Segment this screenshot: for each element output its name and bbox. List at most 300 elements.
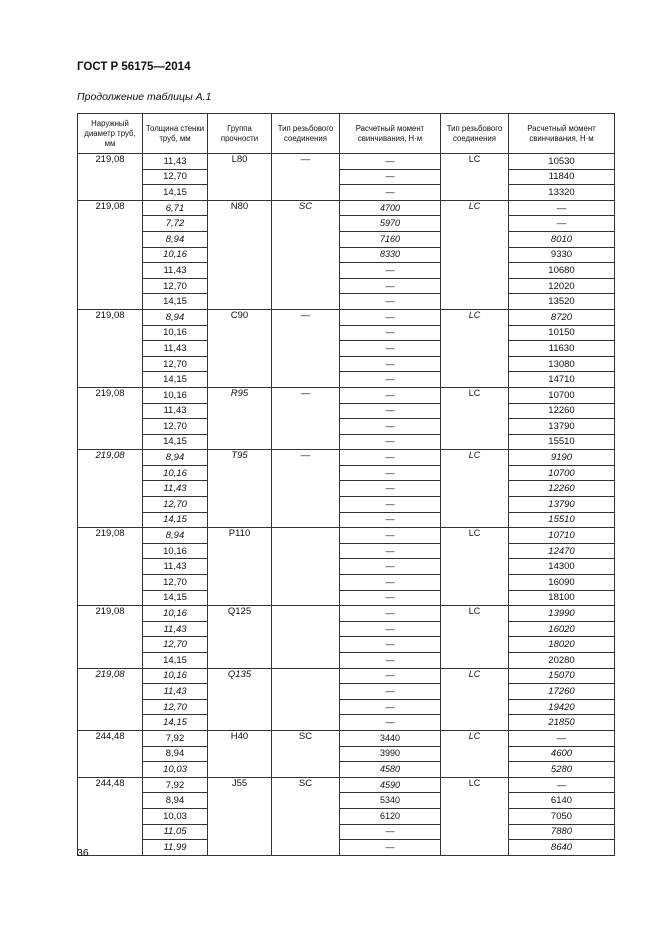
- cell-connection-type-2: [441, 247, 509, 263]
- cell-makeup-torque-1: —: [340, 715, 441, 731]
- cell-connection-type-2: [441, 808, 509, 824]
- cell-makeup-torque-2: 17260: [509, 684, 615, 700]
- cell-wall-thickness: 10,16: [143, 247, 208, 263]
- cell-strength-grade: [208, 263, 272, 279]
- cell-outer-diameter: [78, 559, 143, 575]
- cell-makeup-torque-1: —: [340, 294, 441, 310]
- cell-outer-diameter: 219,08: [78, 528, 143, 544]
- cell-makeup-torque-2: 12470: [509, 543, 615, 559]
- cell-connection-type-1: SC: [272, 777, 340, 793]
- cell-makeup-torque-1: —: [340, 403, 441, 419]
- cell-makeup-torque-2: 9330: [509, 247, 615, 263]
- cell-connection-type-2: [441, 169, 509, 185]
- cell-connection-type-2: [441, 185, 509, 201]
- cell-strength-grade: [208, 621, 272, 637]
- cell-connection-type-1: [272, 543, 340, 559]
- cell-makeup-torque-2: 8720: [509, 309, 615, 325]
- cell-makeup-torque-2: 12260: [509, 481, 615, 497]
- cell-makeup-torque-1: —: [340, 637, 441, 653]
- cell-makeup-torque-1: 4590: [340, 777, 441, 793]
- cell-connection-type-1: [272, 808, 340, 824]
- cell-wall-thickness: 11,43: [143, 481, 208, 497]
- table-row: [78, 263, 615, 279]
- cell-makeup-torque-2: 11630: [509, 341, 615, 357]
- cell-outer-diameter: 244,48: [78, 777, 143, 793]
- cell-makeup-torque-1: —: [340, 840, 441, 856]
- table-row: [78, 231, 615, 247]
- cell-makeup-torque-2: 8010: [509, 231, 615, 247]
- cell-connection-type-2: LC: [441, 387, 509, 403]
- cell-makeup-torque-1: 7160: [340, 231, 441, 247]
- cell-strength-grade: N80: [208, 200, 272, 216]
- table-row: [78, 543, 615, 559]
- table-row: [78, 309, 615, 325]
- cell-connection-type-2: [441, 481, 509, 497]
- cell-makeup-torque-2: 13790: [509, 419, 615, 435]
- cell-makeup-torque-2: 13080: [509, 356, 615, 372]
- torque-table: [77, 113, 615, 856]
- cell-connection-type-2: [441, 263, 509, 279]
- cell-makeup-torque-2: 4600: [509, 746, 615, 762]
- cell-wall-thickness: 7,92: [143, 777, 208, 793]
- table-caption: Продолжение таблицы А.1: [77, 91, 212, 103]
- cell-wall-thickness: 6,71: [143, 200, 208, 216]
- table-row: [78, 808, 615, 824]
- cell-outer-diameter: 219,08: [78, 387, 143, 403]
- cell-wall-thickness: 12,70: [143, 699, 208, 715]
- cell-connection-type-2: [441, 325, 509, 341]
- table-row: [78, 730, 615, 746]
- cell-wall-thickness: 8,94: [143, 231, 208, 247]
- cell-makeup-torque-2: —: [509, 216, 615, 232]
- cell-outer-diameter: 219,08: [78, 154, 143, 170]
- cell-connection-type-2: [441, 419, 509, 435]
- cell-connection-type-1: [272, 216, 340, 232]
- cell-makeup-torque-1: —: [340, 497, 441, 513]
- cell-strength-grade: J55: [208, 777, 272, 793]
- cell-outer-diameter: 219,08: [78, 606, 143, 622]
- cell-makeup-torque-1: —: [340, 653, 441, 669]
- cell-makeup-torque-2: 21850: [509, 715, 615, 731]
- cell-wall-thickness: 11,99: [143, 840, 208, 856]
- cell-wall-thickness: 10,16: [143, 465, 208, 481]
- table-row: [78, 559, 615, 575]
- cell-makeup-torque-1: 6120: [340, 808, 441, 824]
- cell-makeup-torque-1: —: [340, 621, 441, 637]
- cell-makeup-torque-1: —: [340, 341, 441, 357]
- cell-outer-diameter: [78, 637, 143, 653]
- table-row: [78, 200, 615, 216]
- cell-connection-type-2: LC: [441, 154, 509, 170]
- cell-wall-thickness: 11,43: [143, 403, 208, 419]
- cell-makeup-torque-2: —: [509, 730, 615, 746]
- cell-strength-grade: [208, 372, 272, 388]
- cell-connection-type-1: [272, 434, 340, 450]
- cell-connection-type-2: LC: [441, 450, 509, 466]
- cell-outer-diameter: 244,48: [78, 730, 143, 746]
- cell-wall-thickness: 14,15: [143, 512, 208, 528]
- cell-connection-type-1: [272, 341, 340, 357]
- cell-makeup-torque-1: —: [340, 575, 441, 591]
- cell-strength-grade: [208, 231, 272, 247]
- cell-makeup-torque-2: —: [509, 777, 615, 793]
- cell-makeup-torque-1: —: [340, 606, 441, 622]
- cell-connection-type-2: [441, 403, 509, 419]
- cell-makeup-torque-1: —: [340, 372, 441, 388]
- cell-makeup-torque-1: —: [340, 309, 441, 325]
- cell-makeup-torque-2: 15510: [509, 512, 615, 528]
- cell-wall-thickness: 8,94: [143, 309, 208, 325]
- cell-strength-grade: [208, 575, 272, 591]
- cell-outer-diameter: [78, 746, 143, 762]
- cell-connection-type-2: [441, 231, 509, 247]
- cell-strength-grade: Q125: [208, 606, 272, 622]
- cell-connection-type-1: [272, 278, 340, 294]
- table-row: [78, 216, 615, 232]
- cell-outer-diameter: [78, 684, 143, 700]
- cell-outer-diameter: [78, 465, 143, 481]
- header-connection-type-2: Тип резьбового соединения: [441, 114, 509, 154]
- cell-connection-type-1: [272, 793, 340, 809]
- cell-makeup-torque-1: —: [340, 325, 441, 341]
- cell-connection-type-1: [272, 465, 340, 481]
- cell-makeup-torque-1: —: [340, 419, 441, 435]
- cell-connection-type-1: [272, 840, 340, 856]
- cell-makeup-torque-2: 20280: [509, 653, 615, 669]
- cell-makeup-torque-2: 16090: [509, 575, 615, 591]
- cell-wall-thickness: 8,94: [143, 528, 208, 544]
- cell-makeup-torque-1: —: [340, 699, 441, 715]
- cell-makeup-torque-1: 3440: [340, 730, 441, 746]
- cell-connection-type-1: [272, 512, 340, 528]
- cell-strength-grade: [208, 497, 272, 513]
- cell-strength-grade: [208, 840, 272, 856]
- cell-outer-diameter: [78, 653, 143, 669]
- cell-strength-grade: [208, 294, 272, 310]
- cell-makeup-torque-1: —: [340, 512, 441, 528]
- cell-outer-diameter: [78, 621, 143, 637]
- cell-connection-type-1: [272, 247, 340, 263]
- cell-makeup-torque-2: 13990: [509, 606, 615, 622]
- cell-outer-diameter: 219,08: [78, 200, 143, 216]
- header-wall-thickness: Толщина стенки труб, мм: [143, 114, 208, 154]
- table-row: [78, 590, 615, 606]
- cell-wall-thickness: 12,70: [143, 575, 208, 591]
- cell-connection-type-1: [272, 746, 340, 762]
- table-row: [78, 653, 615, 669]
- table-row: [78, 575, 615, 591]
- cell-wall-thickness: 7,72: [143, 216, 208, 232]
- table-row: [78, 793, 615, 809]
- cell-makeup-torque-2: 15070: [509, 668, 615, 684]
- cell-wall-thickness: 11,43: [143, 559, 208, 575]
- cell-makeup-torque-1: —: [340, 434, 441, 450]
- cell-strength-grade: [208, 341, 272, 357]
- cell-connection-type-2: LC: [441, 200, 509, 216]
- table-row: [78, 154, 615, 170]
- table-row: [78, 465, 615, 481]
- cell-outer-diameter: [78, 341, 143, 357]
- cell-connection-type-1: [272, 481, 340, 497]
- cell-wall-thickness: 14,15: [143, 185, 208, 201]
- cell-connection-type-2: [441, 278, 509, 294]
- cell-connection-type-1: [272, 372, 340, 388]
- cell-strength-grade: [208, 543, 272, 559]
- cell-connection-type-1: [272, 263, 340, 279]
- cell-wall-thickness: 14,15: [143, 294, 208, 310]
- cell-strength-grade: [208, 590, 272, 606]
- cell-wall-thickness: 11,05: [143, 824, 208, 840]
- cell-outer-diameter: [78, 356, 143, 372]
- cell-makeup-torque-2: 16020: [509, 621, 615, 637]
- cell-connection-type-2: [441, 637, 509, 653]
- cell-strength-grade: R95: [208, 387, 272, 403]
- cell-makeup-torque-2: 9190: [509, 450, 615, 466]
- cell-connection-type-2: LC: [441, 668, 509, 684]
- cell-makeup-torque-2: 12020: [509, 278, 615, 294]
- cell-outer-diameter: [78, 372, 143, 388]
- cell-outer-diameter: [78, 543, 143, 559]
- cell-makeup-torque-2: 18020: [509, 637, 615, 653]
- cell-connection-type-1: [272, 824, 340, 840]
- cell-makeup-torque-2: 7880: [509, 824, 615, 840]
- table-row: [78, 450, 615, 466]
- cell-strength-grade: [208, 653, 272, 669]
- cell-strength-grade: T95: [208, 450, 272, 466]
- cell-makeup-torque-1: —: [340, 590, 441, 606]
- cell-connection-type-1: [272, 653, 340, 669]
- cell-strength-grade: [208, 824, 272, 840]
- cell-makeup-torque-1: —: [340, 154, 441, 170]
- cell-wall-thickness: 7,92: [143, 730, 208, 746]
- cell-strength-grade: [208, 278, 272, 294]
- cell-connection-type-1: [272, 637, 340, 653]
- table-header-row: [78, 114, 615, 154]
- cell-connection-type-2: [441, 621, 509, 637]
- cell-connection-type-2: [441, 341, 509, 357]
- cell-wall-thickness: 14,15: [143, 372, 208, 388]
- table-row: [78, 419, 615, 435]
- cell-connection-type-2: [441, 465, 509, 481]
- cell-strength-grade: [208, 216, 272, 232]
- cell-connection-type-1: [272, 715, 340, 731]
- table-row: [78, 637, 615, 653]
- cell-strength-grade: [208, 512, 272, 528]
- cell-wall-thickness: 10,16: [143, 387, 208, 403]
- cell-wall-thickness: 14,15: [143, 715, 208, 731]
- cell-makeup-torque-2: 6140: [509, 793, 615, 809]
- cell-connection-type-2: [441, 543, 509, 559]
- cell-strength-grade: [208, 434, 272, 450]
- cell-connection-type-2: [441, 434, 509, 450]
- cell-makeup-torque-1: —: [340, 169, 441, 185]
- cell-outer-diameter: [78, 497, 143, 513]
- cell-makeup-torque-2: 13320: [509, 185, 615, 201]
- cell-connection-type-2: LC: [441, 777, 509, 793]
- cell-wall-thickness: 14,15: [143, 590, 208, 606]
- cell-wall-thickness: 10,16: [143, 668, 208, 684]
- cell-connection-type-1: [272, 762, 340, 778]
- cell-wall-thickness: 11,43: [143, 154, 208, 170]
- cell-wall-thickness: 11,43: [143, 341, 208, 357]
- cell-connection-type-2: LC: [441, 730, 509, 746]
- table-row: [78, 247, 615, 263]
- cell-connection-type-2: [441, 762, 509, 778]
- cell-strength-grade: [208, 465, 272, 481]
- cell-outer-diameter: [78, 231, 143, 247]
- cell-outer-diameter: 219,08: [78, 309, 143, 325]
- cell-outer-diameter: [78, 824, 143, 840]
- cell-makeup-torque-1: —: [340, 668, 441, 684]
- cell-makeup-torque-1: —: [340, 481, 441, 497]
- table-row: [78, 528, 615, 544]
- cell-wall-thickness: 10,16: [143, 543, 208, 559]
- cell-connection-type-2: LC: [441, 309, 509, 325]
- header-outer-diameter: Наружный диаметр труб, мм: [78, 114, 143, 154]
- cell-connection-type-2: [441, 684, 509, 700]
- cell-outer-diameter: [78, 294, 143, 310]
- cell-connection-type-2: [441, 512, 509, 528]
- cell-makeup-torque-1: 5970: [340, 216, 441, 232]
- cell-connection-type-1: [272, 528, 340, 544]
- cell-makeup-torque-2: 12260: [509, 403, 615, 419]
- table-row: [78, 372, 615, 388]
- cell-connection-type-1: [272, 559, 340, 575]
- cell-connection-type-2: [441, 653, 509, 669]
- cell-makeup-torque-2: 10530: [509, 154, 615, 170]
- cell-connection-type-2: [441, 575, 509, 591]
- cell-connection-type-1: [272, 668, 340, 684]
- cell-connection-type-1: —: [272, 309, 340, 325]
- cell-makeup-torque-2: 19420: [509, 699, 615, 715]
- cell-connection-type-2: [441, 372, 509, 388]
- table-row: [78, 294, 615, 310]
- cell-outer-diameter: [78, 247, 143, 263]
- cell-makeup-torque-2: 11840: [509, 169, 615, 185]
- cell-strength-grade: [208, 325, 272, 341]
- header-strength-grade: Группа прочности: [208, 114, 272, 154]
- table-row: [78, 403, 615, 419]
- cell-strength-grade: [208, 559, 272, 575]
- cell-outer-diameter: [78, 715, 143, 731]
- cell-makeup-torque-2: 8640: [509, 840, 615, 856]
- cell-outer-diameter: [78, 419, 143, 435]
- cell-connection-type-2: [441, 793, 509, 809]
- cell-wall-thickness: 12,70: [143, 497, 208, 513]
- cell-wall-thickness: 14,15: [143, 653, 208, 669]
- cell-connection-type-2: [441, 590, 509, 606]
- cell-connection-type-2: [441, 216, 509, 232]
- cell-connection-type-2: [441, 824, 509, 840]
- cell-wall-thickness: 12,70: [143, 356, 208, 372]
- cell-outer-diameter: [78, 185, 143, 201]
- cell-strength-grade: [208, 169, 272, 185]
- cell-strength-grade: [208, 746, 272, 762]
- cell-outer-diameter: [78, 434, 143, 450]
- cell-connection-type-1: [272, 231, 340, 247]
- cell-makeup-torque-2: 10150: [509, 325, 615, 341]
- cell-wall-thickness: 14,15: [143, 434, 208, 450]
- cell-makeup-torque-1: 4700: [340, 200, 441, 216]
- cell-strength-grade: [208, 762, 272, 778]
- cell-connection-type-1: [272, 185, 340, 201]
- cell-makeup-torque-1: —: [340, 684, 441, 700]
- cell-connection-type-1: SC: [272, 730, 340, 746]
- table-row: [78, 341, 615, 357]
- cell-wall-thickness: 10,16: [143, 325, 208, 341]
- cell-makeup-torque-2: 14300: [509, 559, 615, 575]
- cell-makeup-torque-1: 5340: [340, 793, 441, 809]
- cell-outer-diameter: [78, 590, 143, 606]
- cell-connection-type-1: [272, 699, 340, 715]
- page-number: 36: [77, 847, 89, 859]
- cell-wall-thickness: 8,94: [143, 793, 208, 809]
- cell-strength-grade: [208, 247, 272, 263]
- cell-makeup-torque-2: 14710: [509, 372, 615, 388]
- cell-makeup-torque-1: —: [340, 356, 441, 372]
- table-row: [78, 668, 615, 684]
- table-row: [78, 434, 615, 450]
- header-connection-type-1: Тип резьбового соединения: [272, 114, 340, 154]
- cell-outer-diameter: [78, 263, 143, 279]
- cell-makeup-torque-1: 3990: [340, 746, 441, 762]
- cell-connection-type-2: [441, 840, 509, 856]
- cell-connection-type-1: [272, 403, 340, 419]
- cell-strength-grade: [208, 637, 272, 653]
- cell-strength-grade: [208, 684, 272, 700]
- cell-wall-thickness: 8,94: [143, 450, 208, 466]
- table-row: [78, 746, 615, 762]
- cell-makeup-torque-1: 4580: [340, 762, 441, 778]
- cell-makeup-torque-1: —: [340, 278, 441, 294]
- cell-strength-grade: [208, 481, 272, 497]
- cell-wall-thickness: 10,16: [143, 606, 208, 622]
- cell-makeup-torque-1: 8330: [340, 247, 441, 263]
- table-row: [78, 512, 615, 528]
- cell-makeup-torque-2: 10710: [509, 528, 615, 544]
- cell-makeup-torque-2: 10700: [509, 387, 615, 403]
- cell-outer-diameter: [78, 808, 143, 824]
- cell-connection-type-1: [272, 606, 340, 622]
- cell-makeup-torque-1: —: [340, 824, 441, 840]
- cell-connection-type-2: [441, 699, 509, 715]
- cell-connection-type-2: LC: [441, 528, 509, 544]
- cell-makeup-torque-1: —: [340, 465, 441, 481]
- cell-outer-diameter: [78, 325, 143, 341]
- cell-wall-thickness: 8,94: [143, 746, 208, 762]
- cell-connection-type-2: [441, 746, 509, 762]
- cell-connection-type-2: [441, 497, 509, 513]
- cell-strength-grade: Q135: [208, 668, 272, 684]
- cell-outer-diameter: 219,08: [78, 450, 143, 466]
- cell-strength-grade: [208, 808, 272, 824]
- cell-wall-thickness: 10,03: [143, 762, 208, 778]
- cell-makeup-torque-2: 10680: [509, 263, 615, 279]
- cell-connection-type-2: [441, 559, 509, 575]
- cell-connection-type-1: SC: [272, 200, 340, 216]
- cell-wall-thickness: 12,70: [143, 278, 208, 294]
- cell-outer-diameter: [78, 216, 143, 232]
- table-row: [78, 715, 615, 731]
- cell-makeup-torque-1: —: [340, 450, 441, 466]
- cell-wall-thickness: 12,70: [143, 419, 208, 435]
- header-makeup-torque-1: Расчетный момент свинчивания, Н·м: [340, 114, 441, 154]
- table-row: [78, 481, 615, 497]
- cell-makeup-torque-2: 15510: [509, 434, 615, 450]
- cell-connection-type-1: [272, 621, 340, 637]
- cell-wall-thickness: 11,43: [143, 684, 208, 700]
- table-row: [78, 278, 615, 294]
